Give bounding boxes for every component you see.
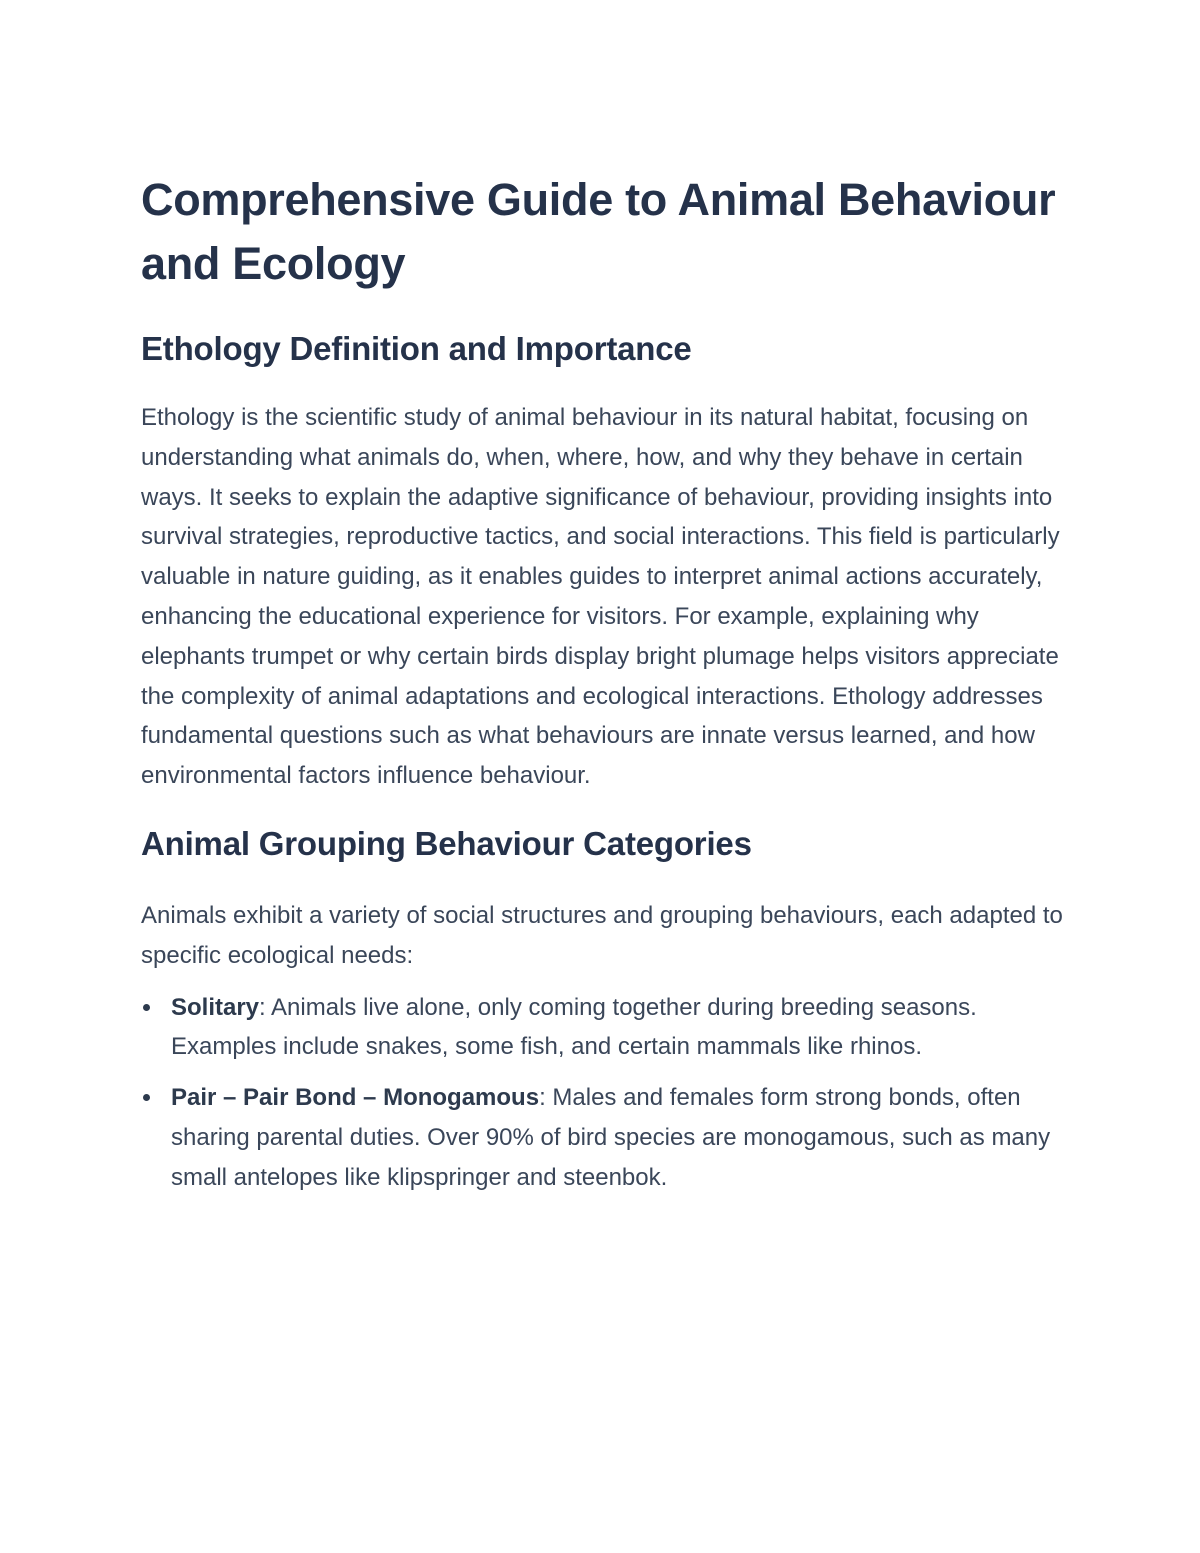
grouping-list — [141, 988, 1066, 1198]
list-item-term: Pair – Pair Bond – Monogamous — [171, 1084, 540, 1112]
list-item — [141, 1078, 1066, 1197]
list-item — [141, 988, 1066, 1068]
bullet-icon — [143, 1004, 150, 1011]
document-page — [141, 168, 1066, 1209]
bullet-icon — [143, 1094, 150, 1101]
section-paragraph-ethology: Ethology is the scientific study of animal behaviour in its natural habitat, focusing on understanding what animals do, when, where, how, and why they behave in certain ways. It seeks to explain the adaptive significance of behaviour, providing insights into survival strategies, reproductive tactics, and social interactions. This field is particularly valuable in nature guiding, as it enables guides to interpret animal actions accurately, enhancing the educational experience for visitors. For example, explaining why elephants trumpet or why certain birds display bright plumage helps visitors appreciate the complexity of animal adaptations and ecological interactions. Ethology addresses fundamental questions such as what behaviours are innate versus learned, and how environmental factors influence behaviour. — [141, 404, 1060, 790]
section-heading-ethology: Ethology Definition and Importance — [141, 330, 692, 367]
section-paragraph-grouping: Animals exhibit a variety of social structures and grouping behaviours, each adapted to specific ecological needs: — [141, 901, 1063, 969]
list-item-text: : Animals live alone, only coming together during breeding seasons. Examples include snakes, some fish, and certain mammals like rhinos. — [171, 993, 977, 1061]
list-item-term: Solitary — [171, 993, 260, 1021]
list-item-text: : Males and females form strong bonds, often sharing parental duties. Over 90% of bird species are monogamous, such as many small antelopes like klipspringer and steenbok. — [171, 1084, 1051, 1191]
section-heading-grouping: Animal Grouping Behaviour Categories — [141, 824, 752, 862]
document-title: Comprehensive Guide to Animal Behaviour and Ecology — [141, 174, 1056, 289]
